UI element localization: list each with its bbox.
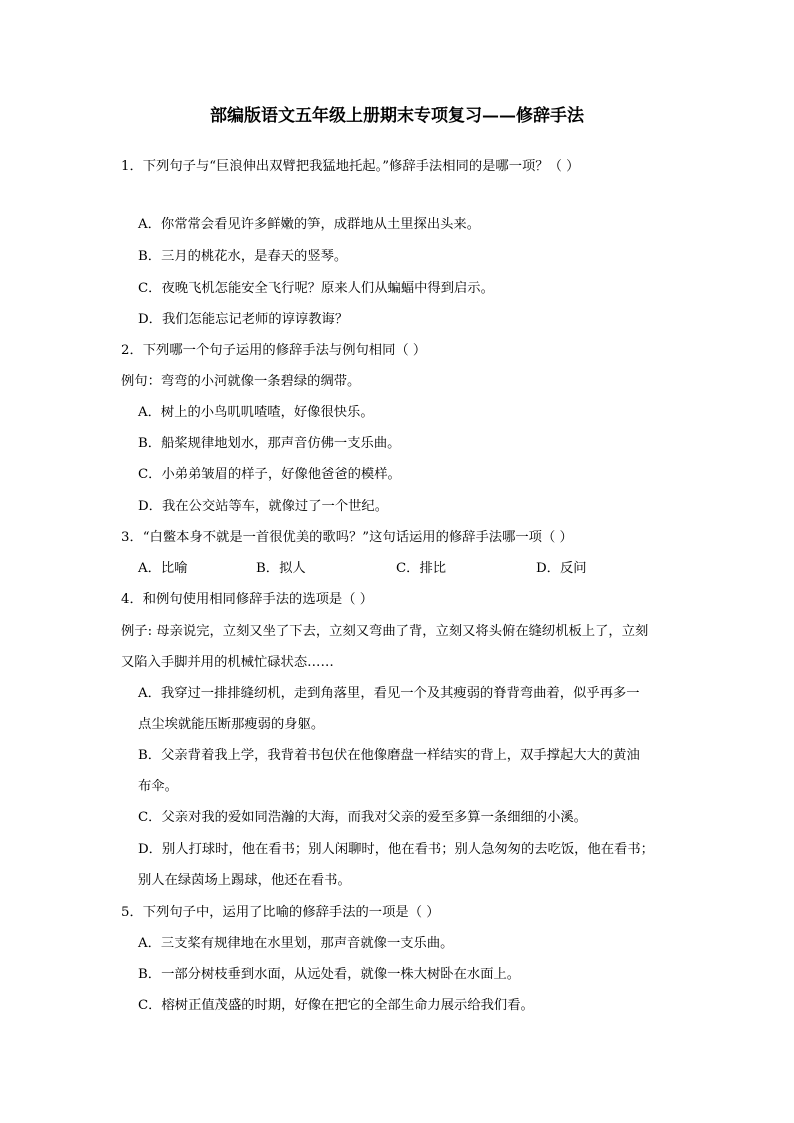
question-4-option-b-line-2: 布伞。 <box>138 779 178 794</box>
question-2-option-b: B．船桨规律地划水，那声音仿佛一支乐曲。 <box>138 436 401 451</box>
question-1-option-a: A．你常常会看见许多鲜嫩的笋，成群地从土里探出头来。 <box>138 217 481 232</box>
question-3-option-b: B．拟人 <box>256 561 306 576</box>
question-2-option-c: C．小弟弟皱眉的样子，好像他爸爸的模样。 <box>138 467 401 482</box>
question-5-stem: 5．下列句子中，运用了比喻的修辞手法的一项是（ ） <box>121 905 440 920</box>
question-4-option-b-line-1: B．父亲背着我上学，我背着书包伏在他像磨盘一样结实的背上，双手撑起大大的黄油 <box>138 748 640 763</box>
question-2-option-d: D．我在公交站等车，就像过了一个世纪。 <box>138 499 389 514</box>
question-4-option-d-line-1: D．别人打球时，他在看书；别人闲聊时，他在看书；别人急匆匆的去吃饭，他在看书； <box>138 842 654 857</box>
question-5-option-b: B．一部分树枝垂到水面，从远处看，就像一株大树卧在水面上。 <box>138 967 521 982</box>
question-1-stem: 1．下列句子与“巨浪伸出双臂把我猛地托起。”修辞手法相同的是哪一项？（ ） <box>121 159 580 174</box>
question-3-stem: 3．“白鳖本身不就是一首很优美的歌吗？”这句话运用的修辞手法哪一项（ ） <box>121 530 573 545</box>
question-1-option-d: D．我们怎能忘记老师的谆谆教诲？ <box>138 312 349 327</box>
question-4-stem: 4．和例句使用相同修辞手法的选项是（ ） <box>121 592 374 607</box>
document-title: 部编版语文五年级上册期末专项复习——修辞手法 <box>210 106 584 126</box>
question-1-option-b: B．三月的桃花水，是春天的竖琴。 <box>138 249 348 264</box>
question-4-example-line-1: 例子: 母亲说完，立刻又坐了下去，立刻又弯曲了背，立刻又将头俯在缝纫机板上了，立刻 <box>121 624 649 639</box>
question-2-stem: 2．下列哪一个句子运用的修辞手法与例句相同（ ） <box>121 343 427 358</box>
question-2-option-a: A．树上的小鸟叽叽喳喳，好像很快乐。 <box>138 405 374 420</box>
question-4-option-d-line-2: 别人在绿茵场上踢球，他还在看书。 <box>138 873 351 888</box>
question-3-option-a: A．比喻 <box>138 561 188 576</box>
question-1-option-c: C．夜晚飞机怎能安全飞行呢？原来人们从蝙蝠中得到启示。 <box>138 281 494 296</box>
question-3-option-c: C．排比 <box>396 561 447 576</box>
question-4-option-a-line-2: 点尘埃就能压断那瘦弱的身躯。 <box>138 717 325 732</box>
question-5-option-c: C．榕树正值茂盛的时期，好像在把它的全部生命力展示给我们看。 <box>138 998 534 1013</box>
question-5-option-a: A．三支桨有规律地在水里划，那声音就像一支乐曲。 <box>138 936 454 951</box>
question-4-option-a-line-1: A．我穿过一排排缝纫机，走到角落里，看见一个及其瘦弱的脊背弯曲着，似乎再多一 <box>138 686 640 701</box>
question-4-example-line-2: 又陷入手脚并用的机械忙碌状态…… <box>121 655 334 670</box>
question-3-option-d: D．反问 <box>536 561 587 576</box>
question-4-option-c: C．父亲对我的爱如同浩瀚的大海，而我对父亲的爱至多算一条细细的小溪。 <box>138 810 587 825</box>
question-2-example: 例句：弯弯的小河就像一条碧绿的绸带。 <box>121 374 361 389</box>
